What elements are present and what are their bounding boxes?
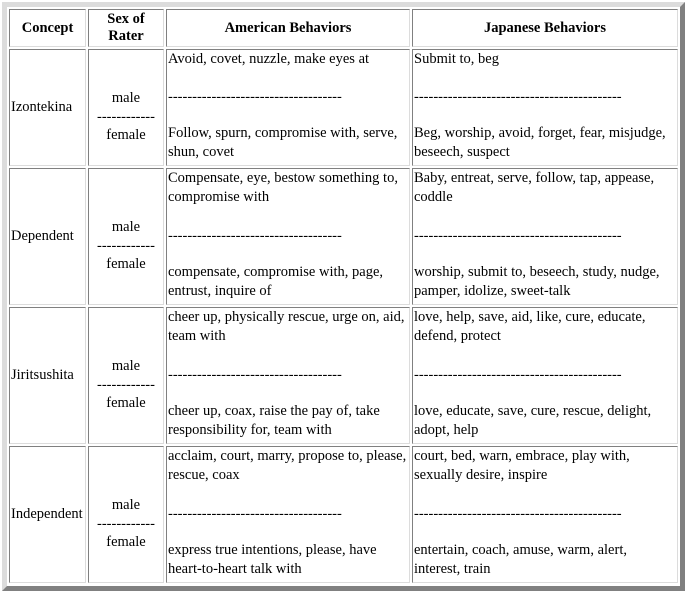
header-sex-of-rater <box>88 9 164 47</box>
japanese-behaviors-cell <box>412 446 678 583</box>
concept-label: Dependent <box>11 228 74 244</box>
american-male-behaviors: Avoid, covet, nuzzle, make eyes at <box>168 51 370 67</box>
japanese-female-behaviors: entertain, coach, amuse, warm, alert, interest, train <box>414 542 627 577</box>
american-female-behaviors: cheer up, coax, raise the pay of, take responsibility for, team with <box>168 403 380 438</box>
american-female-behaviors: Follow, spurn, compromise with, serve, shun, covet <box>168 125 398 160</box>
sex-male-label: male <box>111 357 141 374</box>
table-row-concept <box>9 307 86 444</box>
header-japanese-label: Japanese Behaviors <box>483 19 607 36</box>
american-behaviors-cell <box>166 307 410 444</box>
american-behaviors-cell <box>166 446 410 583</box>
sex-male-label: male <box>111 89 141 106</box>
sex-male-label: male <box>111 218 141 235</box>
concept-label: Jiritsushita <box>11 367 74 383</box>
sex-female-label: female <box>106 394 146 411</box>
american-male-behaviors: Compensate, eye, bestow something to, compromise with <box>168 170 398 205</box>
sex-male-label: male <box>111 496 141 513</box>
header-sex-of-rater-label: Sex of Rater <box>107 11 145 44</box>
sex-separator: ------------ <box>97 237 155 254</box>
american-male-behaviors: cheer up, physically rescue, urge on, aid, team with <box>168 309 405 344</box>
concept-label: Izontekina <box>11 99 73 115</box>
american-female-behaviors: compensate, compromise with, page, entrust, inquire of <box>168 264 384 299</box>
sex-female-label: female <box>106 533 146 550</box>
japanese-male-behaviors: Baby, entreat, serve, follow, tap, appease, coddle <box>414 170 655 205</box>
japanese-divider: ------------------------------------------- <box>414 89 622 105</box>
japanese-male-behaviors: court, bed, warn, embrace, play with, sexually desire, inspire <box>414 448 630 483</box>
japanese-female-behaviors: Beg, worship, avoid, forget, fear, misjudge, beseech, suspect <box>414 125 666 160</box>
american-behaviors-cell <box>166 168 410 305</box>
japanese-male-behaviors: love, help, save, aid, like, cure, educate, defend, protect <box>414 309 646 344</box>
japanese-behaviors-cell <box>412 49 678 166</box>
japanese-divider: ------------------------------------------- <box>414 228 622 244</box>
american-divider: ------------------------------------ <box>168 367 342 383</box>
sex-of-rater-cell <box>88 49 164 166</box>
american-divider: ------------------------------------ <box>168 228 342 244</box>
sex-female-label: female <box>106 255 146 272</box>
american-divider: ------------------------------------ <box>168 89 342 105</box>
american-male-behaviors: acclaim, court, marry, propose to, please, rescue, coax <box>168 448 407 483</box>
sex-separator: ------------ <box>97 108 155 125</box>
japanese-divider: ------------------------------------------- <box>414 506 622 522</box>
sex-of-rater-cell <box>88 168 164 305</box>
header-american-label: American Behaviors <box>224 19 352 36</box>
table-row-concept <box>9 49 86 166</box>
japanese-male-behaviors: Submit to, beg <box>414 51 499 67</box>
table-row-concept <box>9 168 86 305</box>
table-row-concept <box>9 446 86 583</box>
japanese-behaviors-cell <box>412 168 678 305</box>
concept-label: Independent <box>11 506 83 522</box>
sex-separator: ------------ <box>97 376 155 393</box>
header-concept <box>9 9 86 47</box>
header-japanese-behaviors <box>412 9 678 47</box>
japanese-divider: ------------------------------------------- <box>414 367 622 383</box>
sex-separator: ------------ <box>97 515 155 532</box>
american-divider: ------------------------------------ <box>168 506 342 522</box>
japanese-female-behaviors: worship, submit to, beseech, study, nudge, pamper, idolize, sweet-talk <box>414 264 660 299</box>
sex-of-rater-cell <box>88 307 164 444</box>
sex-of-rater-cell <box>88 446 164 583</box>
japanese-female-behaviors: love, educate, save, cure, rescue, delight, adopt, help <box>414 403 652 438</box>
american-behaviors-cell <box>166 49 410 166</box>
behaviors-table <box>2 2 685 591</box>
japanese-behaviors-cell <box>412 307 678 444</box>
header-american-behaviors <box>166 9 410 47</box>
american-female-behaviors: express true intentions, please, have heart-to-heart talk with <box>168 542 377 577</box>
header-concept-label: Concept <box>21 19 74 36</box>
sex-female-label: female <box>106 126 146 143</box>
